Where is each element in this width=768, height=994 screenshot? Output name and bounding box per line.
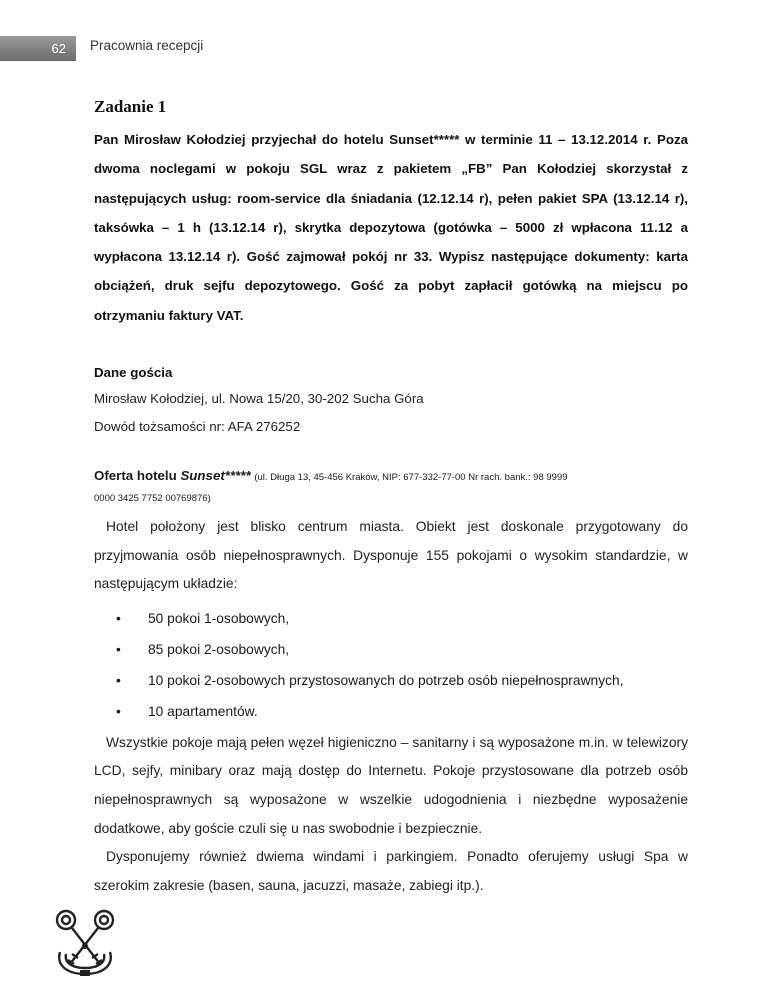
bullet-icon: •	[116, 610, 121, 626]
offer-label: Oferta hotelu	[94, 468, 181, 484]
offer-extras: Dysponujemy również dwiema windami i parkingiem. Ponadto oferujemy usługi Spa w szerokim zakresie (basen, sauna, jacuzzi, masaże, zabiegi itp.).	[94, 849, 688, 893]
running-title: Pracownia recepcji	[90, 38, 204, 53]
list-item: • 50 pokoi 1-osobowych,	[94, 603, 688, 634]
guest-data-label: Dane gościa	[94, 365, 173, 381]
room-list	[94, 603, 688, 727]
list-item: • 85 pokoi 2-osobowych,	[94, 634, 688, 665]
bullet-icon: •	[116, 672, 121, 688]
offer-equipment: Wszystkie pokoje mają pełen węzeł higieniczno – sanitarny i są wyposażone m.in. w telewizory LCD, sejfy, minibary oraz mają dostęp do Internetu. Pokoje przystosowane dla potrzeb osób niepełnosprawnych są wyposażone w wszelkie udogodnienia i niezbędne wyposażenie dodatkowe, aby goście czuli się u nas swobodnie i bezpiecznie.	[94, 734, 688, 836]
list-item: • 10 pokoi 2-osobowych przystosowanych do potrzeb osób niepełnosprawnych,	[94, 665, 688, 696]
page-number: 62	[0, 36, 76, 61]
hotel-name: Sunset*****	[180, 468, 251, 484]
offer-intro: Hotel położony jest blisko centrum miasta. Obiekt jest doskonale przygotowany do przyjmowania osób niepełnosprawnych. Dysponuje 155 pokojami o wysokim standardzie, w następującym układzie:	[94, 519, 688, 592]
page-content	[94, 97, 688, 900]
offer-heading	[94, 463, 688, 491]
hotel-meta-line1: (ul. Długa 13, 45-456 Kraków, NIP: 677-332-77-00 Nr rach. bank.: 98 9999	[254, 472, 568, 484]
task-text: Pan Mirosław Kołodziej przyjechał do hotelu Sunset***** w terminie 11 – 13.12.2014 r. Poza dwoma noclegami w pokoju SGL wraz z pakietem „FB” Pan Kołodziej skorzystał z następujących usług: room-service dla śniadania (12.12.14 r), pełen pakiet SPA (13.12.14 r), taksówka – 1 h (13.12.14 r), skrytka depozytowa (gotówka – 5000 zł wpłacona 11.12 a wypłacona 13.12.14 r). Gość zajmował pokój nr 33. Wypisz następujące dokumenty: karta obciążeń, druk sejfu depozytowego. Gość za pobyt zapłacił gotówką na miejscu po otrzymaniu faktury VAT.	[94, 132, 688, 323]
guest-address: Mirosław Kołodziej, ul. Nowa 15/20, 30-202 Sucha Góra	[94, 391, 424, 407]
bullet-icon: •	[116, 703, 121, 719]
list-item: • 10 apartamentów.	[94, 696, 688, 727]
bullet-icon: •	[116, 641, 121, 657]
task-heading: Zadanie 1	[94, 97, 167, 116]
hotel-meta-line2: 0000 3425 7752 00769876)	[94, 493, 211, 505]
crossed-keys-icon	[52, 908, 118, 980]
guest-id-document: Dowód tożsamości nr: AFA 276252	[94, 419, 301, 435]
